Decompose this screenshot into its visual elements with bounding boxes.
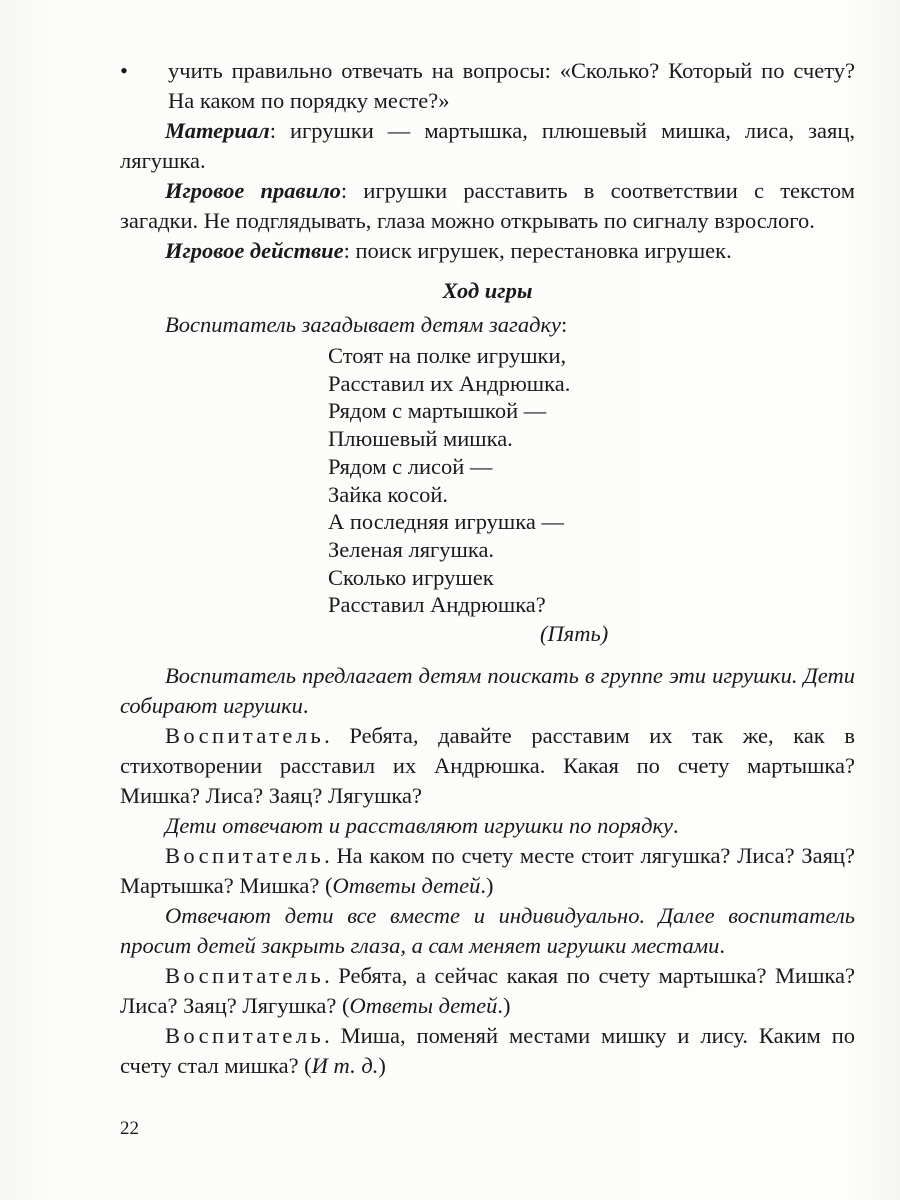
paragraph-6-italic: Ответы детей	[349, 993, 498, 1019]
paragraph-7-text: . Миша, поменяй местами мишку и лису. Каким по счету стал мишка? (	[120, 1023, 855, 1079]
page-content	[120, 56, 855, 1081]
paragraph-5-end: .	[719, 933, 726, 959]
poem-line: А последняя игрушка —	[328, 509, 564, 535]
section-heading: Ход игры	[442, 278, 533, 303]
paragraph-1-italic: Воспитатель предлагает детям поискать в группе эти игрушки. Дети собирают игрушки	[120, 663, 855, 719]
riddle-intro	[120, 310, 855, 340]
paragraph-1	[120, 661, 855, 721]
bullet-item	[120, 56, 855, 116]
action-text: : поиск игрушек, перестановка игрушек.	[343, 238, 732, 263]
paragraph-2-text: . Ребята, давайте расставим их так же, как в стихотворении расставил их Андрюшка. Какая по счету мартышка? Мишка? Лиса? Заяц? Лягушка?	[120, 723, 855, 809]
paragraph-4	[120, 841, 855, 901]
poem-line: Зеленая лягушка.	[328, 536, 495, 562]
action-paragraph	[120, 236, 855, 266]
bullet-marker: •	[120, 58, 128, 83]
poem-line: Рядом с лисой —	[328, 453, 493, 479]
paragraph-4-text: . На каком по счету месте стоит лягушка? Лиса? Заяц? Мартышка? Мишка? (	[120, 843, 855, 899]
paragraph-7	[120, 1021, 855, 1081]
paragraph-3	[120, 811, 855, 841]
action-label: Игровое действие	[165, 238, 344, 263]
rule-paragraph	[120, 176, 855, 236]
material-label: Материал	[165, 118, 270, 143]
riddle-poem	[328, 342, 855, 619]
paragraph-1-end: .	[302, 693, 309, 719]
speaker-label: Воспитатель	[165, 963, 325, 989]
riddle-answer: (Пять)	[540, 621, 609, 647]
rule-label: Игровое правило	[165, 178, 341, 203]
paragraph-6	[120, 961, 855, 1021]
poem-line: Расставил их Андрюшка.	[328, 370, 571, 396]
poem-line: Рядом с мартышкой —	[328, 398, 547, 424]
paragraph-4-end: .)	[480, 873, 494, 899]
speaker-label: Воспитатель	[165, 723, 325, 749]
paragraph-2	[120, 721, 855, 811]
paragraph-6-text: . Ребята, а сейчас какая по счету мартышка? Мишка? Лиса? Заяц? Лягушка? (	[120, 963, 855, 1019]
paragraph-5	[120, 901, 855, 961]
paragraph-6-end: .)	[497, 993, 511, 1019]
bullet-text: учить правильно отвечать на вопросы: «Сколько? Который по счету? На каком по порядку месте?»	[168, 58, 855, 113]
material-text: : игрушки — мартышка, плюшевый мишка, лиса, заяц, лягушка.	[120, 118, 855, 173]
poem-line: Стоят на полке игрушки,	[328, 343, 567, 368]
speaker-label: Воспитатель	[165, 843, 325, 869]
riddle-intro-text: Воспитатель загадывает детям загадку	[165, 312, 561, 337]
poem-line: Зайка косой.	[328, 481, 449, 507]
page-number: 22	[120, 1118, 139, 1139]
paragraph-7-end: )	[378, 1053, 386, 1079]
material-paragraph	[120, 116, 855, 176]
paragraph-5-italic: Отвечают дети все вместе и индивидуально. Далее воспитатель просит детей закрыть глаза, а сам меняет игрушки местами	[120, 903, 855, 959]
poem-line: Сколько игрушек	[328, 564, 494, 590]
paragraph-3-end: .	[673, 813, 679, 839]
paragraph-7-italic: И т. д.	[311, 1053, 379, 1079]
paragraph-4-italic: Ответы детей	[332, 873, 481, 899]
rule-text: : игрушки расставить в соответствии с текстом загадки. Не подглядывать, глаза можно открывать по сигналу взрослого.	[120, 178, 855, 233]
paragraph-3-italic: Дети отвечают и расставляют игрушки по порядку	[165, 813, 673, 839]
poem-line: Плюшевый мишка.	[328, 426, 513, 452]
riddle-intro-colon: :	[560, 312, 568, 337]
poem-line: Расставил Андрюшка?	[328, 592, 546, 618]
speaker-label: Воспитатель	[165, 1023, 325, 1049]
